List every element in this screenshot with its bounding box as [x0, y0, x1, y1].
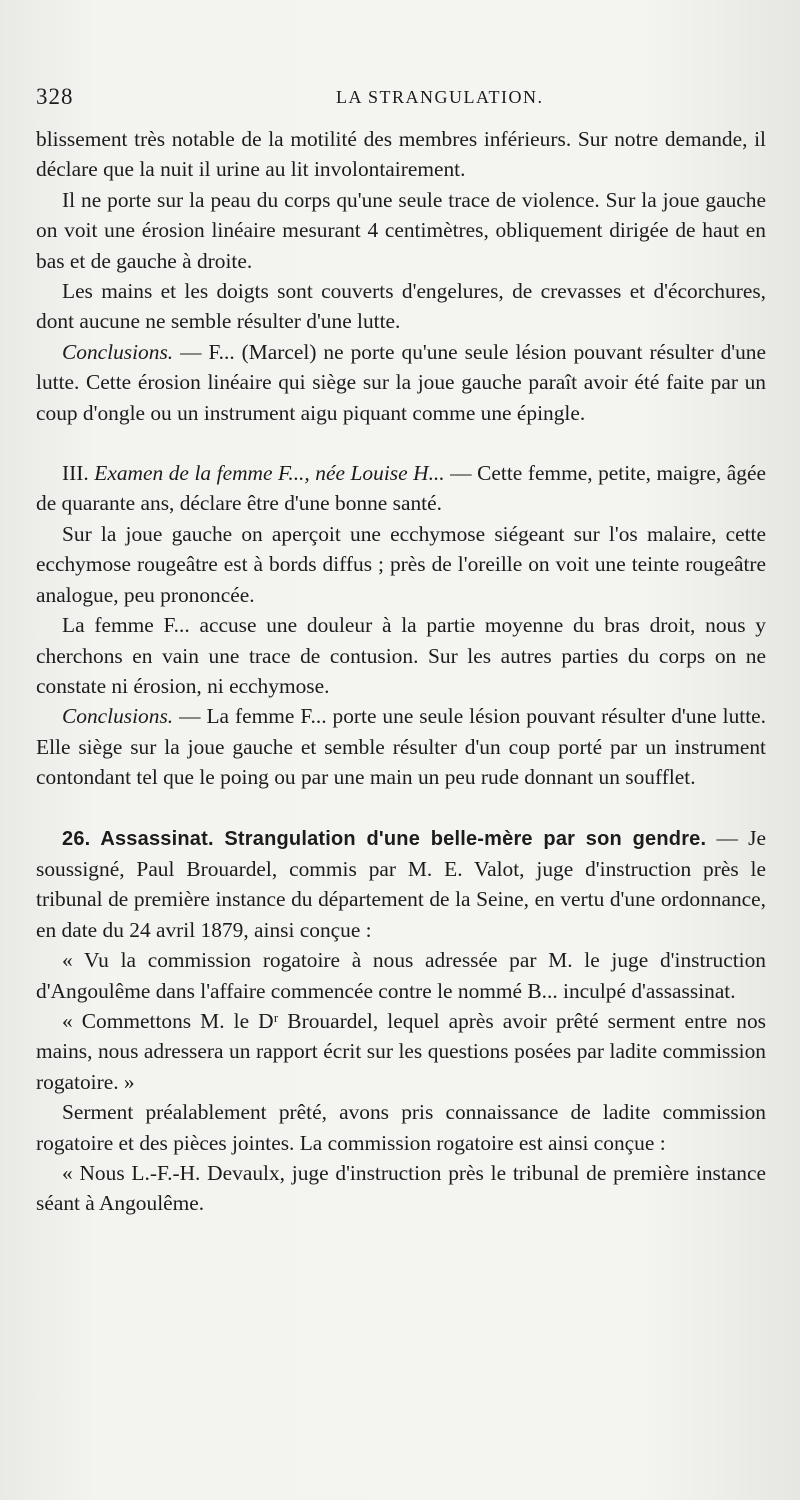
- case-title: 26. Assassinat. Strangulation d'une belle-mère par son gendre.: [62, 827, 707, 850]
- page-body: [36, 124, 766, 1219]
- paragraph: Serment préalablement prêté, avons pris connaissance de ladite commission rogatoire et des pièces jointes. La commission rogatoire est ainsi conçue :: [36, 1100, 766, 1155]
- conclusions-label: Conclusions.: [62, 339, 174, 364]
- page-header: [36, 84, 766, 114]
- paragraph-gap: [36, 428, 766, 458]
- running-head: LA STRANGULATION.: [336, 87, 544, 107]
- paragraph: blissement très notable de la motilité des membres inférieurs. Sur notre demande, il déclare que la nuit il urine au lit involontairement.: [36, 127, 766, 182]
- page-number: 328: [36, 84, 74, 109]
- paragraph: « Nous L.-F.-H. Devaulx, juge d'instruction près le tribunal de première instance séant à Angoulême.: [36, 1161, 766, 1216]
- section-heading: Examen de la femme F..., née Louise H...: [94, 461, 445, 486]
- conclusions-label: Conclusions.: [62, 704, 174, 729]
- paragraph: Les mains et les doigts sont couverts d'engelures, de crevasses et d'écorchures, dont aucune ne semble résulter d'une lutte.: [36, 279, 766, 334]
- paragraph-text: — F... (Marcel) ne porte qu'une seule lésion pouvant résulter d'une lutte. Cette érosion linéaire qui siège sur la joue gauche paraît avoir été faite par un coup d'ongle ou un instrument aigu piquant comme une épingle.: [36, 339, 766, 425]
- paragraph: « Vu la commission rogatoire à nous adressée par M. le juge d'instruction d'Angoulême dans l'affaire commencée contre le nommé B... inculpé d'assassinat.: [36, 948, 766, 1003]
- paragraph: Il ne porte sur la peau du corps qu'une seule trace de violence. Sur la joue gauche on voit une érosion linéaire mesurant 4 centimètres, obliquement dirigée de haut en bas et de gauche à droite.: [36, 187, 766, 273]
- paragraph: La femme F... accuse une douleur à la partie moyenne du bras droit, nous y cherchons en vain une trace de contusion. Sur les autres parties du corps on ne constate ni érosion, ni ecchymose.: [36, 613, 766, 698]
- section-number: III.: [62, 461, 95, 486]
- paragraph-text: — Cette femme, petite, maigre, âgée de quarante ans, déclare être d'une bonne santé.: [36, 461, 766, 516]
- paragraph-gap: [36, 793, 766, 823]
- paragraph: [36, 823, 766, 946]
- paragraph-text: — La femme F... porte une seule lésion pouvant résulter d'une lutte. Elle siège sur la joue gauche et semble résulter d'un coup porté par un instrument contondant tel que le poing ou par une main un peu rude donnant un soufflet.: [36, 704, 766, 790]
- paragraph: « Commettons M. le Dʳ Brouardel, lequel après avoir prêté serment entre nos mains, nous adressera un rapport écrit sur les questions posées par ladite commission rogatoire. »: [36, 1008, 766, 1094]
- paragraph: [36, 458, 766, 519]
- paragraph: [36, 337, 766, 428]
- paragraph: [36, 701, 766, 792]
- paragraph: Sur la joue gauche on aperçoit une ecchymose siégeant sur l'os malaire, cette ecchymose rougeâtre est à bords diffus ; près de l'oreille on voit une teinte rougeâtre analogue, peu prononcée.: [36, 521, 766, 607]
- paragraph-text: — Je soussigné, Paul Brouardel, commis par M. E. Valot, juge d'instruction près le tribunal de première instance du département de la Seine, en vertu d'une ordonnance, en date du 24 avril 1879, ainsi conçue :: [36, 825, 766, 942]
